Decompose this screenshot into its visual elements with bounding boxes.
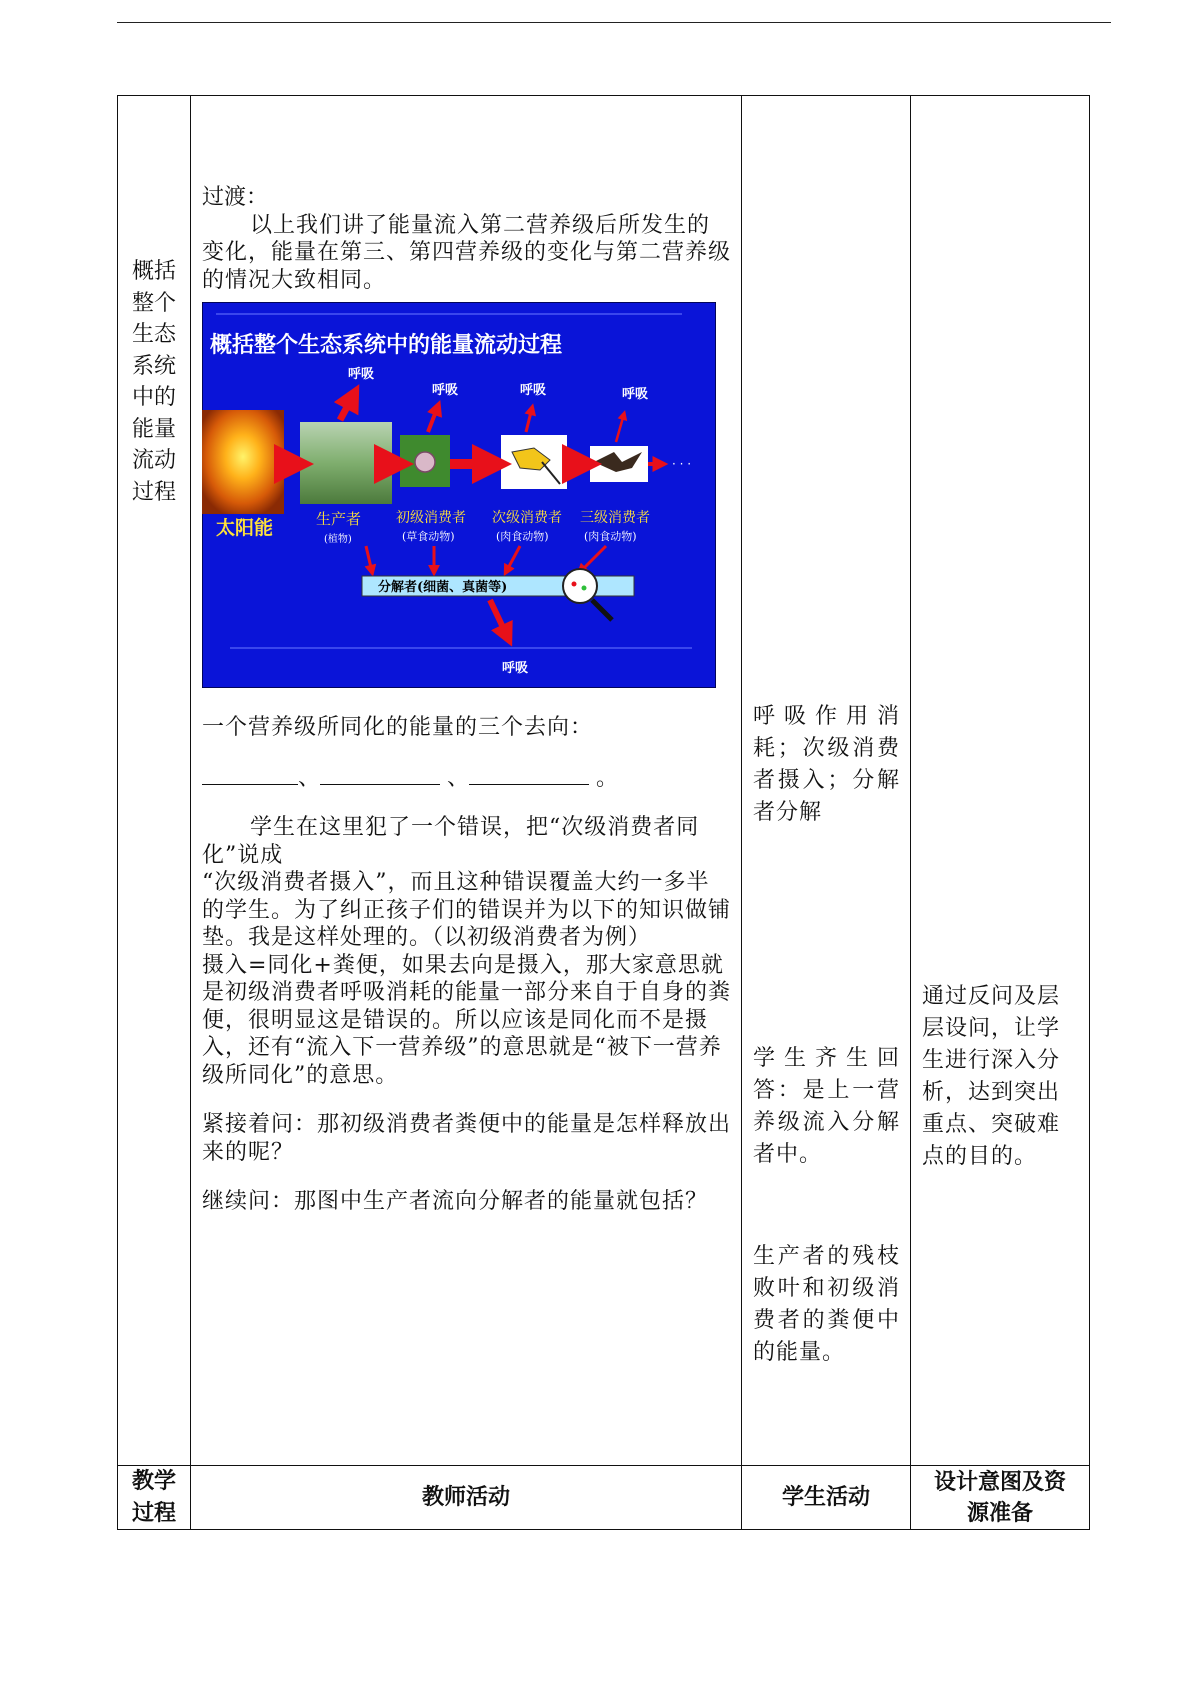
secondary-sub-label: (肉食动物) <box>496 530 549 543</box>
respiration-label-producer: 呼吸 <box>348 367 375 382</box>
decomposer-label: 分解者(细菌、真菌等) <box>378 580 508 595</box>
slide-title: 概括整个生态系统中的能量流动过程 <box>210 333 563 358</box>
student-answer-1: 呼吸作用消耗；次级消费者摄入；分解者分解 <box>753 704 900 825</box>
blank-2[interactable] <box>320 764 440 785</box>
student-answer-3: 生产者的残枝败叶和初级消费者的粪便中的能量。 <box>753 1244 900 1365</box>
design-intent-text: 通过反问及层层设问，让学生进行深入分析，达到突出重点、突破难点的目的。 <box>922 984 1061 1169</box>
blank-3[interactable] <box>469 764 589 785</box>
mistake-continuation: “次级消费者摄入”，而且这种错误覆盖大约一多半的学生。为了纠正孩子们的错误并为以下的知识做铺垫。我是这样处理的。（以初级消费者为例） <box>202 870 732 950</box>
bacteria-dot-icon <box>572 582 577 587</box>
header-rule <box>117 22 1111 23</box>
continue-question: 继续问：那图中生产者流向分解者的能量就包括？ <box>202 1189 709 1214</box>
transition-text: 以上我们讲了能量流入第二营养级后所发生的变化，能量在第三、第四营养级的变化与第二营养级的情况大致相同。 <box>202 212 732 293</box>
tertiary-label: 三级消费者 <box>580 510 650 526</box>
student-activity-cell <box>742 96 911 1466</box>
sun-label: 太阳能 <box>216 517 274 539</box>
respiration-label-decomposer: 呼吸 <box>502 661 529 676</box>
header-teaching-process: 教学过程 <box>118 1466 191 1530</box>
stage-cell <box>118 96 191 1466</box>
content-row <box>118 96 1090 1466</box>
primary-label: 初级消费者 <box>396 510 466 526</box>
header-row <box>118 1466 1090 1530</box>
respiration-label-secondary: 呼吸 <box>520 383 547 398</box>
header-teacher-activity: 教师活动 <box>191 1466 742 1530</box>
caterpillar-icon <box>415 452 435 472</box>
producer-sub-label: (植物) <box>324 534 352 545</box>
header-student-activity: 学生活动 <box>742 1466 911 1530</box>
secondary-label: 次级消费者 <box>492 510 562 526</box>
producer-label: 生产者 <box>316 510 362 528</box>
blank-1[interactable] <box>202 764 298 785</box>
mistake-paragraph: 学生在这里犯了一个错误，把“次级消费者同化”说成 <box>202 815 700 868</box>
three-directions-question: 一个营养级所同化的能量的三个去向： <box>202 715 594 740</box>
tertiary-sub-label: (肉食动物) <box>584 530 637 543</box>
follow-up-question: 紧接着问：那初级消费者粪便中的能量是怎样释放出来的呢？ <box>202 1112 732 1165</box>
magnifier-icon <box>563 569 597 603</box>
chain-ellipsis: · · · <box>672 457 692 471</box>
transition-label: 过渡： <box>202 185 269 210</box>
blank-separator-1: 、 <box>298 765 321 791</box>
producer-image <box>300 422 392 504</box>
header-design-intent: 设计意图及资源准备 <box>911 1466 1090 1530</box>
respiration-label-primary: 呼吸 <box>432 383 459 398</box>
design-intent-cell <box>911 96 1090 1466</box>
blank-separator-2: 、 <box>440 765 470 791</box>
energy-flow-slide <box>202 302 716 688</box>
fungi-dot-icon <box>582 586 587 591</box>
primary-sub-label: (草食动物) <box>402 530 455 543</box>
respiration-label-tertiary: 呼吸 <box>622 387 649 402</box>
sun-image <box>202 410 284 514</box>
fill-in-blanks <box>202 764 731 793</box>
teacher-activity-cell <box>191 96 742 1466</box>
student-answer-2: 学生齐生回答：是上一营养级流入分解者中。 <box>753 1046 900 1167</box>
explanation-paragraph: 摄入=同化+粪便，如果去向是摄入，那大家意思就是初级消费者呼吸消耗的能量一部分来自于自身的粪便，很明显这是错误的。所以应该是同化而不是摄入，还有“流入下一营养级”的意思就是“被下一营养级所同化”的意思。 <box>202 952 732 1088</box>
blank-end: 。 <box>589 765 619 791</box>
lesson-plan-table <box>117 95 1090 1530</box>
stage-label: 概括整个生态系统中的能量流动过程 <box>131 259 176 505</box>
